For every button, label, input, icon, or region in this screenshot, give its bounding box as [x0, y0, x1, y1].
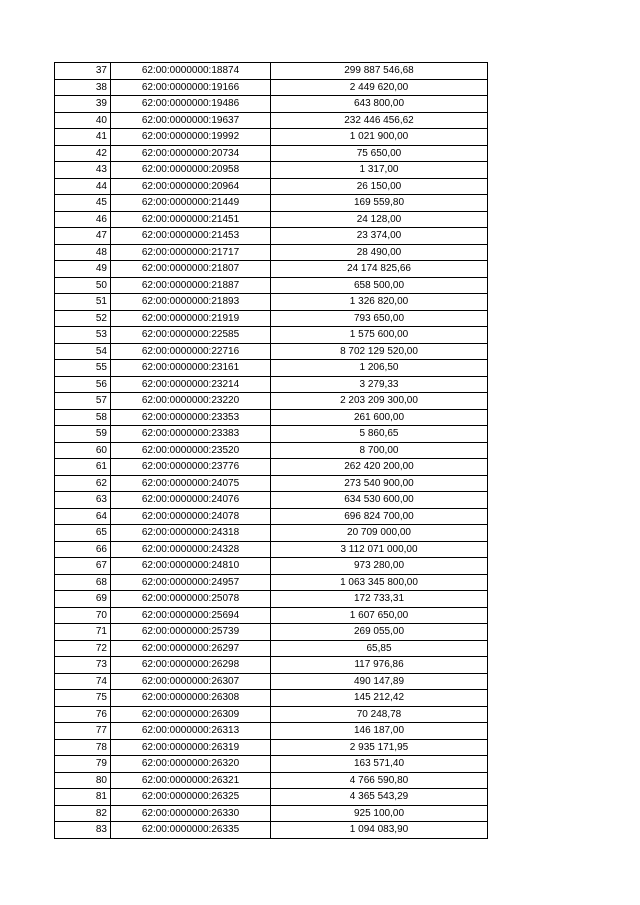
row-number-cell: 48	[55, 244, 111, 261]
table-row	[55, 63, 488, 80]
value-cell: 5 860,65	[271, 426, 488, 443]
table-row	[55, 195, 488, 212]
table-row	[55, 591, 488, 608]
value-cell: 172 733,31	[271, 591, 488, 608]
table-row	[55, 657, 488, 674]
row-number-cell: 63	[55, 492, 111, 509]
row-number-cell: 47	[55, 228, 111, 245]
row-number-cell: 68	[55, 574, 111, 591]
table-row	[55, 640, 488, 657]
value-cell: 232 446 456,62	[271, 112, 488, 129]
value-cell: 1 063 345 800,00	[271, 574, 488, 591]
row-number-cell: 67	[55, 558, 111, 575]
cadastral-number-cell: 62:00:0000000:24328	[111, 541, 271, 558]
value-cell: 2 203 209 300,00	[271, 393, 488, 410]
cadastral-number-cell: 62:00:0000000:21807	[111, 261, 271, 278]
cadastral-number-cell: 62:00:0000000:23776	[111, 459, 271, 476]
cadastral-number-cell: 62:00:0000000:20734	[111, 145, 271, 162]
value-cell: 1 607 650,00	[271, 607, 488, 624]
table-row	[55, 327, 488, 344]
cadastral-number-cell: 62:00:0000000:24957	[111, 574, 271, 591]
cadastral-number-cell: 62:00:0000000:26335	[111, 822, 271, 839]
table-row	[55, 756, 488, 773]
row-number-cell: 52	[55, 310, 111, 327]
row-number-cell: 83	[55, 822, 111, 839]
value-cell: 169 559,80	[271, 195, 488, 212]
cadastral-number-cell: 62:00:0000000:26308	[111, 690, 271, 707]
cadastral-number-cell: 62:00:0000000:21717	[111, 244, 271, 261]
cadastral-number-cell: 62:00:0000000:25694	[111, 607, 271, 624]
cadastral-number-cell: 62:00:0000000:24318	[111, 525, 271, 542]
value-cell: 1 575 600,00	[271, 327, 488, 344]
cadastral-number-cell: 62:00:0000000:26325	[111, 789, 271, 806]
cadastral-number-cell: 62:00:0000000:26307	[111, 673, 271, 690]
table-row	[55, 310, 488, 327]
value-cell: 24 174 825,66	[271, 261, 488, 278]
table-row	[55, 475, 488, 492]
cadastral-number-cell: 62:00:0000000:18874	[111, 63, 271, 80]
value-cell: 262 420 200,00	[271, 459, 488, 476]
table-row	[55, 739, 488, 756]
row-number-cell: 69	[55, 591, 111, 608]
value-cell: 490 147,89	[271, 673, 488, 690]
value-cell: 163 571,40	[271, 756, 488, 773]
row-number-cell: 74	[55, 673, 111, 690]
value-cell: 273 540 900,00	[271, 475, 488, 492]
cadastral-number-cell: 62:00:0000000:24076	[111, 492, 271, 509]
row-number-cell: 65	[55, 525, 111, 542]
row-number-cell: 45	[55, 195, 111, 212]
table-row	[55, 574, 488, 591]
value-cell: 145 212,42	[271, 690, 488, 707]
row-number-cell: 55	[55, 360, 111, 377]
value-cell: 23 374,00	[271, 228, 488, 245]
row-number-cell: 76	[55, 706, 111, 723]
table-row	[55, 558, 488, 575]
table-row	[55, 723, 488, 740]
table-row	[55, 96, 488, 113]
cadastral-number-cell: 62:00:0000000:26298	[111, 657, 271, 674]
table-row	[55, 360, 488, 377]
cadastral-number-cell: 62:00:0000000:23161	[111, 360, 271, 377]
cadastral-number-cell: 62:00:0000000:23214	[111, 376, 271, 393]
row-number-cell: 51	[55, 294, 111, 311]
cadastral-number-cell: 62:00:0000000:26319	[111, 739, 271, 756]
row-number-cell: 46	[55, 211, 111, 228]
table-row	[55, 772, 488, 789]
cadastral-number-cell: 62:00:0000000:21451	[111, 211, 271, 228]
table-row	[55, 244, 488, 261]
value-cell: 299 887 546,68	[271, 63, 488, 80]
row-number-cell: 49	[55, 261, 111, 278]
cadastral-number-cell: 62:00:0000000:23520	[111, 442, 271, 459]
table-row	[55, 492, 488, 509]
table-row	[55, 706, 488, 723]
row-number-cell: 44	[55, 178, 111, 195]
table-row	[55, 162, 488, 179]
row-number-cell: 53	[55, 327, 111, 344]
cadastral-number-cell: 62:00:0000000:26309	[111, 706, 271, 723]
cadastral-number-cell: 62:00:0000000:20958	[111, 162, 271, 179]
row-number-cell: 54	[55, 343, 111, 360]
row-number-cell: 39	[55, 96, 111, 113]
value-cell: 1 021 900,00	[271, 129, 488, 146]
table-row	[55, 261, 488, 278]
row-number-cell: 70	[55, 607, 111, 624]
table-row	[55, 211, 488, 228]
table-row	[55, 277, 488, 294]
row-number-cell: 62	[55, 475, 111, 492]
cadastral-number-cell: 62:00:0000000:26330	[111, 805, 271, 822]
table-row	[55, 607, 488, 624]
cadastral-number-cell: 62:00:0000000:21453	[111, 228, 271, 245]
value-cell: 2 449 620,00	[271, 79, 488, 96]
row-number-cell: 80	[55, 772, 111, 789]
value-cell: 1 326 820,00	[271, 294, 488, 311]
row-number-cell: 66	[55, 541, 111, 558]
cadastral-number-cell: 62:00:0000000:26297	[111, 640, 271, 657]
value-cell: 24 128,00	[271, 211, 488, 228]
value-cell: 643 800,00	[271, 96, 488, 113]
row-number-cell: 43	[55, 162, 111, 179]
table-row	[55, 789, 488, 806]
table-row	[55, 459, 488, 476]
value-cell: 65,85	[271, 640, 488, 657]
table-row	[55, 442, 488, 459]
row-number-cell: 56	[55, 376, 111, 393]
cadastral-number-cell: 62:00:0000000:26320	[111, 756, 271, 773]
table-row	[55, 228, 488, 245]
table-row	[55, 805, 488, 822]
value-cell: 261 600,00	[271, 409, 488, 426]
row-number-cell: 75	[55, 690, 111, 707]
row-number-cell: 81	[55, 789, 111, 806]
cadastral-number-cell: 62:00:0000000:19486	[111, 96, 271, 113]
row-number-cell: 40	[55, 112, 111, 129]
value-cell: 20 709 000,00	[271, 525, 488, 542]
value-cell: 70 248,78	[271, 706, 488, 723]
cadastral-number-cell: 62:00:0000000:21893	[111, 294, 271, 311]
value-cell: 2 935 171,95	[271, 739, 488, 756]
cadastral-number-cell: 62:00:0000000:25078	[111, 591, 271, 608]
cadastral-number-cell: 62:00:0000000:21449	[111, 195, 271, 212]
cadastral-number-cell: 62:00:0000000:23353	[111, 409, 271, 426]
cadastral-number-cell: 62:00:0000000:19992	[111, 129, 271, 146]
row-number-cell: 82	[55, 805, 111, 822]
row-number-cell: 64	[55, 508, 111, 525]
cadastral-number-cell: 62:00:0000000:21887	[111, 277, 271, 294]
table-row	[55, 409, 488, 426]
row-number-cell: 50	[55, 277, 111, 294]
row-number-cell: 77	[55, 723, 111, 740]
row-number-cell: 71	[55, 624, 111, 641]
value-cell: 973 280,00	[271, 558, 488, 575]
row-number-cell: 60	[55, 442, 111, 459]
cadastral-number-cell: 62:00:0000000:22585	[111, 327, 271, 344]
value-cell: 793 650,00	[271, 310, 488, 327]
row-number-cell: 42	[55, 145, 111, 162]
table-body	[55, 63, 488, 839]
table-row	[55, 525, 488, 542]
table-row	[55, 624, 488, 641]
table-row	[55, 79, 488, 96]
row-number-cell: 41	[55, 129, 111, 146]
table-row	[55, 673, 488, 690]
table-row	[55, 129, 488, 146]
value-cell: 28 490,00	[271, 244, 488, 261]
row-number-cell: 61	[55, 459, 111, 476]
row-number-cell: 79	[55, 756, 111, 773]
cadastral-number-cell: 62:00:0000000:24075	[111, 475, 271, 492]
row-number-cell: 78	[55, 739, 111, 756]
table-row	[55, 541, 488, 558]
cadastral-value-table	[54, 62, 488, 839]
table-row	[55, 178, 488, 195]
table-row	[55, 112, 488, 129]
cadastral-number-cell: 62:00:0000000:24078	[111, 508, 271, 525]
value-cell: 658 500,00	[271, 277, 488, 294]
table-row	[55, 294, 488, 311]
cadastral-number-cell: 62:00:0000000:23383	[111, 426, 271, 443]
value-cell: 4 365 543,29	[271, 789, 488, 806]
value-cell: 925 100,00	[271, 805, 488, 822]
cadastral-number-cell: 62:00:0000000:19166	[111, 79, 271, 96]
value-cell: 117 976,86	[271, 657, 488, 674]
table-row	[55, 376, 488, 393]
cadastral-number-cell: 62:00:0000000:25739	[111, 624, 271, 641]
cadastral-number-cell: 62:00:0000000:20964	[111, 178, 271, 195]
row-number-cell: 37	[55, 63, 111, 80]
cadastral-number-cell: 62:00:0000000:23220	[111, 393, 271, 410]
table-row	[55, 508, 488, 525]
value-cell: 8 702 129 520,00	[271, 343, 488, 360]
cadastral-number-cell: 62:00:0000000:26313	[111, 723, 271, 740]
value-cell: 634 530 600,00	[271, 492, 488, 509]
row-number-cell: 73	[55, 657, 111, 674]
row-number-cell: 72	[55, 640, 111, 657]
value-cell: 696 824 700,00	[271, 508, 488, 525]
row-number-cell: 59	[55, 426, 111, 443]
table-row	[55, 393, 488, 410]
value-cell: 269 055,00	[271, 624, 488, 641]
table-row	[55, 426, 488, 443]
cadastral-number-cell: 62:00:0000000:22716	[111, 343, 271, 360]
row-number-cell: 38	[55, 79, 111, 96]
value-cell: 75 650,00	[271, 145, 488, 162]
table-row	[55, 690, 488, 707]
value-cell: 3 279,33	[271, 376, 488, 393]
value-cell: 26 150,00	[271, 178, 488, 195]
table-row	[55, 343, 488, 360]
table-row	[55, 145, 488, 162]
cadastral-number-cell: 62:00:0000000:21919	[111, 310, 271, 327]
value-cell: 3 112 071 000,00	[271, 541, 488, 558]
cadastral-number-cell: 62:00:0000000:26321	[111, 772, 271, 789]
value-cell: 1 317,00	[271, 162, 488, 179]
value-cell: 4 766 590,80	[271, 772, 488, 789]
row-number-cell: 57	[55, 393, 111, 410]
value-cell: 1 206,50	[271, 360, 488, 377]
value-cell: 1 094 083,90	[271, 822, 488, 839]
cadastral-number-cell: 62:00:0000000:24810	[111, 558, 271, 575]
table-row	[55, 822, 488, 839]
value-cell: 8 700,00	[271, 442, 488, 459]
cadastral-number-cell: 62:00:0000000:19637	[111, 112, 271, 129]
row-number-cell: 58	[55, 409, 111, 426]
value-cell: 146 187,00	[271, 723, 488, 740]
